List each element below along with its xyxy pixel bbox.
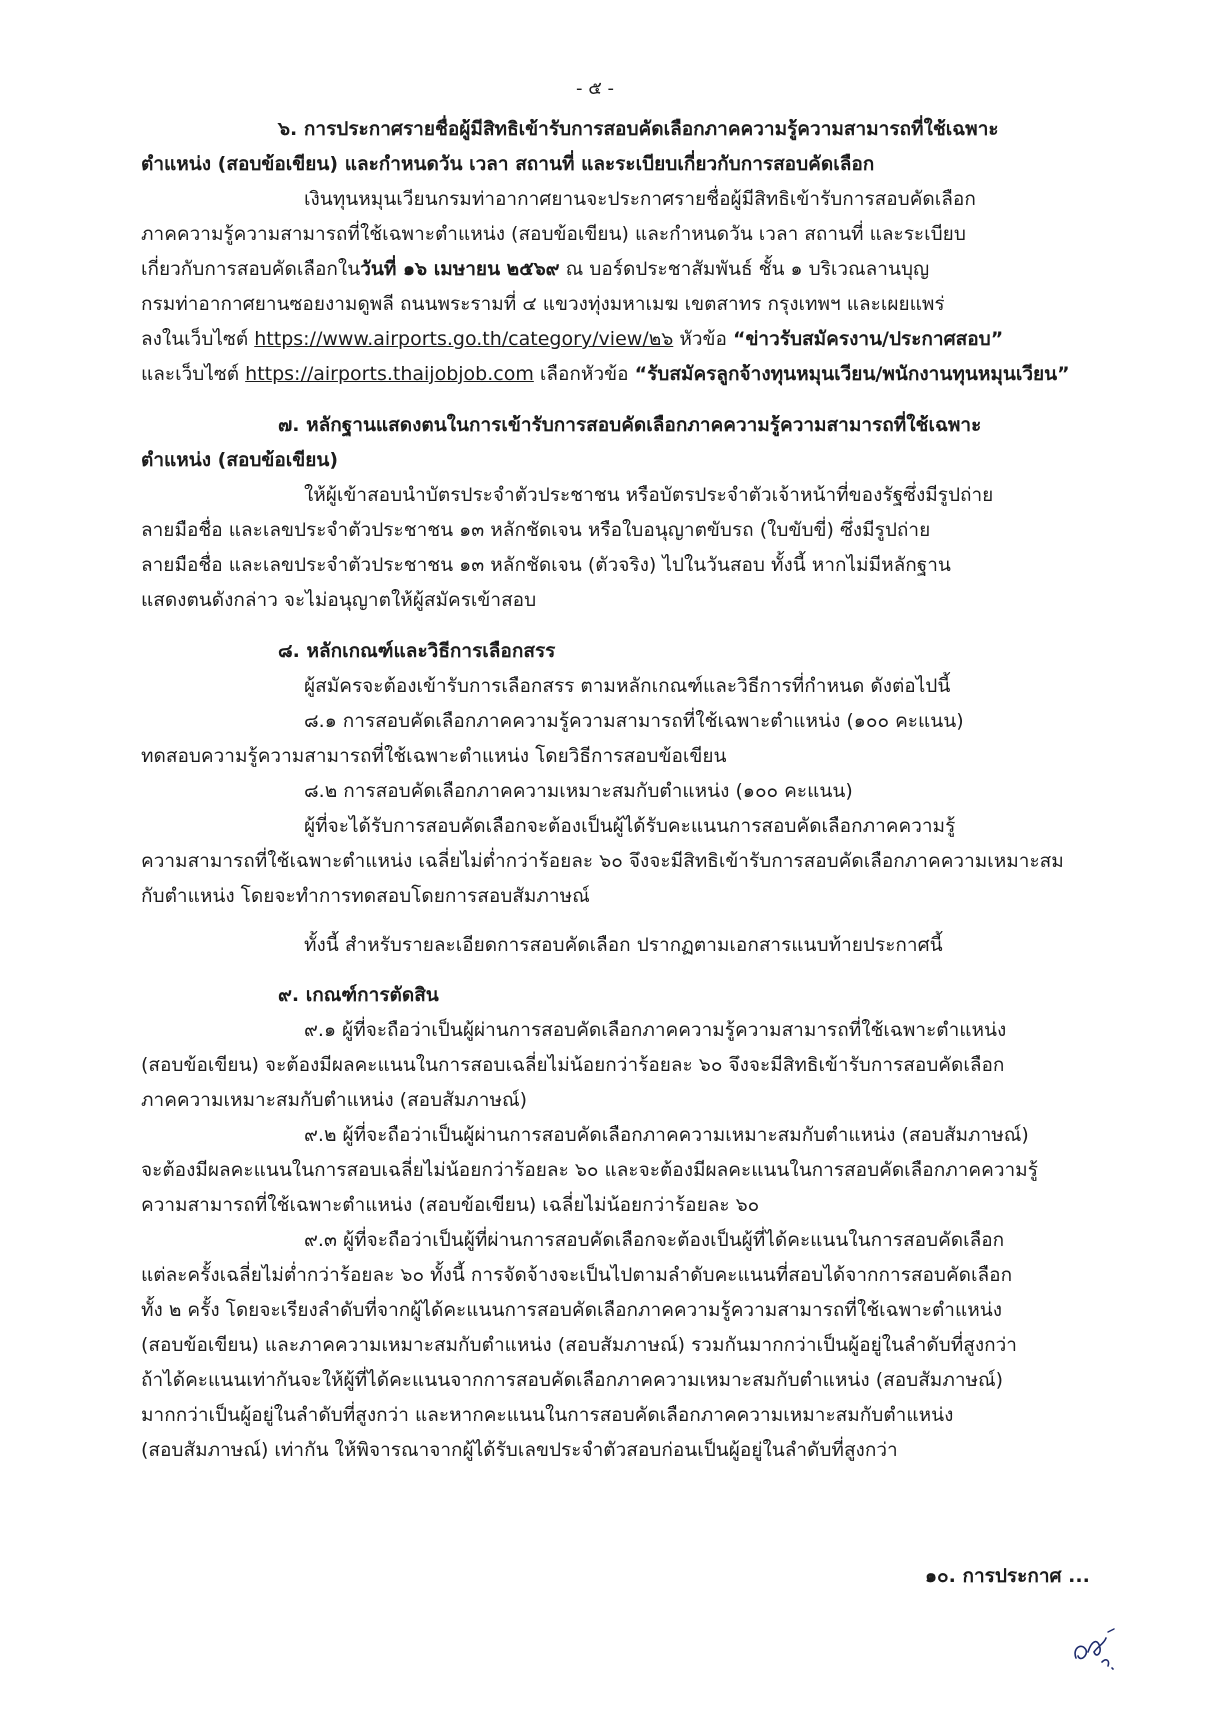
section6-paragraph-line: กรมท่าอากาศยานซอยงามดูพลี ถนนพระรามที่ ๔ แขวงทุ่งมหาเมฆ เขตสาทร กรุงเทพฯ และเผยแพร่: [141, 293, 945, 315]
section9-paragraph-line: มากกว่าเป็นผู้อยู่ในลำดับที่สูงกว่า และหากคะแนนในการสอบคัดเลือกภาคความเหมาะสมกับตำแหน่ง: [141, 1404, 954, 1426]
section9-item-9-1: ๙.๑ ผู้ที่จะถือว่าเป็นผู้ผ่านการสอบคัดเลือกภาคความรู้ความสามารถที่ใช้เฉพาะตำแหน่ง: [304, 1019, 1007, 1041]
section7-paragraph-line: ให้ผู้เข้าสอบนำบัตรประจำตัวประชาชน หรือบัตรประจำตัวเจ้าหน้าที่ของรัฐซึ่งมีรูปถ่าย: [304, 484, 994, 506]
continuation-note: ๑๐. การประกาศ ...: [925, 1565, 1090, 1587]
section7-heading-line2: ตำแหน่ง (สอบข้อเขียน): [141, 449, 339, 471]
section9-paragraph-line: (สอบข้อเขียน) จะต้องมีผลคะแนนในการสอบเฉลี่ยไม่น้อยกว่าร้อยละ ๖๐ จึงจะมีสิทธิเข้ารับการสอบคัดเลือก: [141, 1054, 1005, 1076]
section6-text: และเว็บไซต์: [141, 363, 246, 385]
section6-paragraph-line: เงินทุนหมุนเวียนกรมท่าอากาศยานจะประกาศรายชื่อผู้มีสิทธิเข้ารับการสอบคัดเลือก: [304, 188, 976, 210]
section6-paragraph-line: ภาคความรู้ความสามารถที่ใช้เฉพาะตำแหน่ง (สอบข้อเขียน) และกำหนดวัน เวลา สถานที่ และระเบียบ: [141, 223, 966, 245]
section6-text: ลงในเว็บไซต์: [141, 328, 255, 350]
section6-heading-line2: ตำแหน่ง (สอบข้อเขียน) และกำหนดวัน เวลา สถานที่ และระเบียบเกี่ยวกับการสอบคัดเลือก: [141, 153, 875, 175]
section6-paragraph-line: [141, 326, 1003, 352]
topic-title: “ข่าวรับสมัครงาน/ประกาศสอบ”: [732, 328, 1004, 350]
section8-heading: ๘. หลักเกณฑ์และวิธีการเลือกสรร: [278, 640, 556, 662]
section9-item-9-2: ๙.๒ ผู้ที่จะถือว่าเป็นผู้ผ่านการสอบคัดเลือกภาคความเหมาะสมกับตำแหน่ง (สอบสัมภาษณ์): [304, 1124, 1029, 1146]
handwritten-initials-icon: [1068, 1618, 1128, 1678]
section9-item-9-3: ๙.๓ ผู้ที่จะถือว่าเป็นผู้ที่ผ่านการสอบคัดเลือกจะต้องเป็นผู้ที่ได้คะแนนในการสอบคัดเลือก: [304, 1229, 1005, 1251]
section9-paragraph-line: ถ้าได้คะแนนเท่ากันจะให้ผู้ที่ได้คะแนนจากการสอบคัดเลือกภาคความเหมาะสมกับตำแหน่ง (สอบสัมภาษณ์): [141, 1369, 1004, 1391]
thaijobjob-website-link[interactable]: https://airports.thaijobjob.com: [245, 363, 534, 385]
section8-paragraph-line: ผู้สมัครจะต้องเข้ารับการเลือกสรร ตามหลักเกณฑ์และวิธีการที่กำหนด ดังต่อไปนี้: [304, 675, 951, 697]
section8-paragraph-line: ความสามารถที่ใช้เฉพาะตำแหน่ง เฉลี่ยไม่ต่ำกว่าร้อยละ ๖๐ จึงจะมีสิทธิเข้ารับการสอบคัดเลือกภาคความเหมาะสม: [141, 850, 1064, 872]
section9-paragraph-line: ความสามารถที่ใช้เฉพาะตำแหน่ง (สอบข้อเขียน) เฉลี่ยไม่น้อยกว่าร้อยละ ๖๐: [141, 1194, 760, 1216]
section8-paragraph-line: ทดสอบความรู้ความสามารถที่ใช้เฉพาะตำแหน่ง โดยวิธีการสอบข้อเขียน: [141, 745, 727, 767]
section6-text: เลือกหัวข้อ: [533, 363, 635, 385]
page-number: - ๕ -: [576, 78, 615, 99]
section9-paragraph-line: ภาคความเหมาะสมกับตำแหน่ง (สอบสัมภาษณ์): [141, 1089, 528, 1111]
section8-paragraph-line: ทั้งนี้ สำหรับรายละเอียดการสอบคัดเลือก ปรากฏตามเอกสารแนบท้ายประกาศนี้: [304, 934, 943, 956]
section9-heading: ๙. เกณฑ์การตัดสิน: [278, 984, 439, 1006]
section6-text: ณ บอร์ดประชาสัมพันธ์ ชั้น ๑ บริเวณลานบุญ: [559, 258, 930, 280]
section7-paragraph-line: แสดงตนดังกล่าว จะไม่อนุญาตให้ผู้สมัครเข้าสอบ: [141, 589, 537, 611]
section6-text: เกี่ยวกับการสอบคัดเลือกใน: [141, 258, 361, 280]
section9-paragraph-line: (สอบสัมภาษณ์) เท่ากัน ให้พิจารณาจากผู้ได้รับเลขประจำตัวสอบก่อนเป็นผู้อยู่ในลำดับที่สูงกว่า: [141, 1439, 898, 1461]
section6-paragraph-line: [141, 361, 1070, 387]
announcement-date: วันที่ ๑๖ เมษายน ๒๕๖๙: [360, 258, 560, 280]
section6-paragraph-line: [141, 256, 929, 282]
section9-paragraph-line: (สอบข้อเขียน) และภาคความเหมาะสมกับตำแหน่ง (สอบสัมภาษณ์) รวมกันมากกว่าเป็นผู้อยู่ในลำดับที่สูงกว่า: [141, 1334, 1017, 1356]
section7-paragraph-line: ลายมือชื่อ และเลขประจำตัวประชาชน ๑๓ หลักชัดเจน (ตัวจริง) ไปในวันสอบ ทั้งนี้ หากไม่มีหลักฐาน: [141, 554, 951, 576]
section8-item-8-1: ๘.๑ การสอบคัดเลือกภาคความรู้ความสามารถที่ใช้เฉพาะตำแหน่ง (๑๐๐ คะแนน): [304, 710, 964, 732]
section7-paragraph-line: ลายมือชื่อ และเลขประจำตัวประชาชน ๑๓ หลักชัดเจน หรือใบอนุญาตขับรถ (ใบขับขี่) ซึ่งมีรูปถ่าย: [141, 519, 931, 541]
section9-paragraph-line: ทั้ง ๒ ครั้ง โดยจะเรียงลำดับที่จากผู้ได้คะแนนการสอบคัดเลือกภาคความรู้ความสามารถที่ใช้เฉพาะตำแหน่ง: [141, 1299, 1003, 1321]
section7-heading-line1: ๗. หลักฐานแสดงตนในการเข้ารับการสอบคัดเลือกภาคความรู้ความสามารถที่ใช้เฉพาะ: [278, 414, 982, 436]
section6-text: หัวข้อ: [673, 328, 733, 350]
section8-item-8-2: ๘.๒ การสอบคัดเลือกภาคความเหมาะสมกับตำแหน่ง (๑๐๐ คะแนน): [304, 780, 853, 802]
section9-paragraph-line: แต่ละครั้งเฉลี่ยไม่ต่ำกว่าร้อยละ ๖๐ ทั้งนี้ การจัดจ้างจะเป็นไปตามลำดับคะแนนที่สอบได้จากการสอบคัดเลือก: [141, 1264, 1013, 1286]
section8-paragraph-line: กับตำแหน่ง โดยจะทำการทดสอบโดยการสอบสัมภาษณ์: [141, 885, 590, 907]
section8-paragraph-line: ผู้ที่จะได้รับการสอบคัดเลือกจะต้องเป็นผู้ได้รับคะแนนการสอบคัดเลือกภาคความรู้: [304, 815, 956, 837]
topic-title: “รับสมัครลูกจ้างทุนหมุนเวียน/พนักงานทุนหมุนเวียน”: [634, 363, 1070, 385]
airports-website-link[interactable]: https://www.airports.go.th/category/view/๒๖: [254, 328, 674, 350]
section9-paragraph-line: จะต้องมีผลคะแนนในการสอบเฉลี่ยไม่น้อยกว่าร้อยละ ๖๐ และจะต้องมีผลคะแนนในการสอบคัดเลือกภาคความรู้: [141, 1159, 1038, 1181]
section6-heading-line1: ๖. การประกาศรายชื่อผู้มีสิทธิเข้ารับการสอบคัดเลือกภาคความรู้ความสามารถที่ใช้เฉพาะ: [278, 118, 999, 140]
